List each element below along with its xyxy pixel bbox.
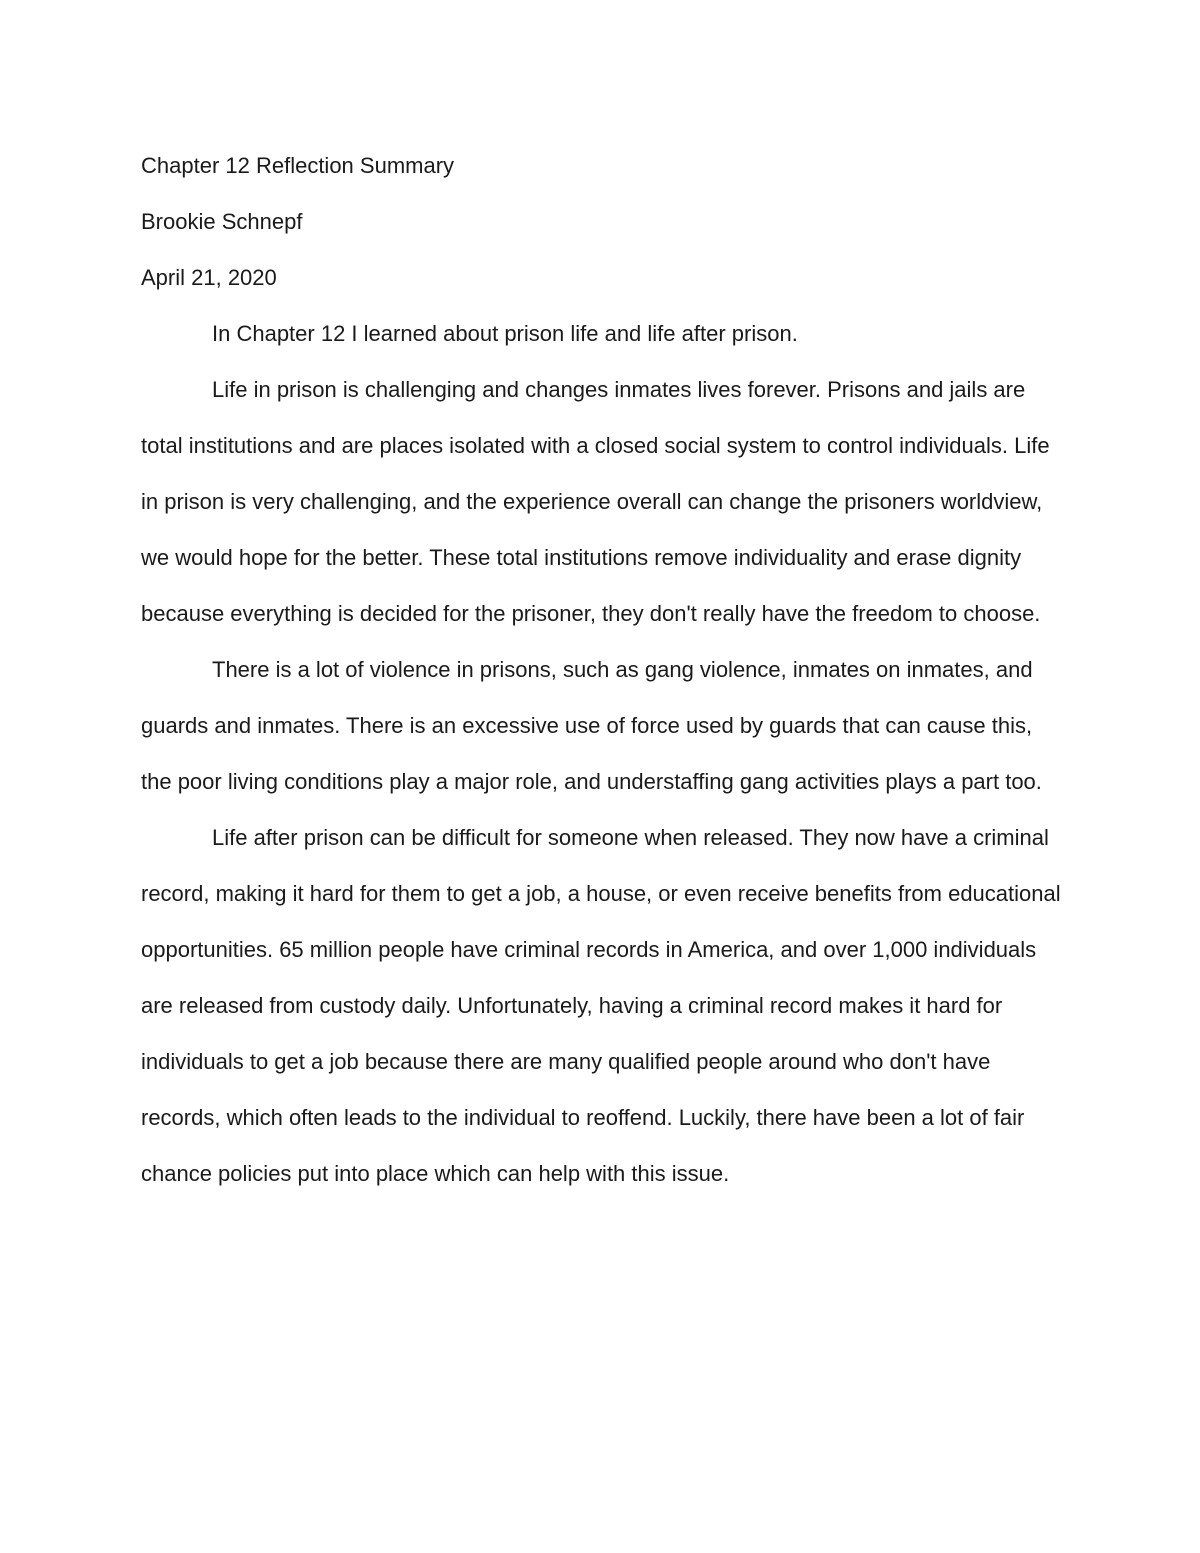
paragraph-prison-life: Life in prison is challenging and changes inmates lives forever. Prisons and jails are total institutions and are places isolated with a closed social system to control individuals. Life in prison is very challenging, and the experience overall can change the prisoners worldview, we would hope for the better. These total institutions remove individuality and erase dignity because everything is decided for the prisoner, they don't really have the freedom to choose. [141, 377, 1050, 626]
document-body [141, 138, 1061, 1202]
paragraph-prison-violence: There is a lot of violence in prisons, such as gang violence, inmates on inmates, and guards and inmates. There is an excessive use of force used by guards that can cause this, the poor living conditions play a major role, and understaffing gang activities plays a part too. [141, 657, 1042, 794]
paragraph-intro: In Chapter 12 I learned about prison life and life after prison. [212, 321, 798, 346]
document-date: April 21, 2020 [141, 265, 277, 290]
paragraph-life-after-prison: Life after prison can be difficult for someone when released. They now have a criminal record, making it hard for them to get a job, a house, or even receive benefits from educational opportunities. 65 million people have criminal records in America, and over 1,000 individuals are released from custody daily. Unfortunately, having a criminal record makes it hard for individuals to get a job because there are many qualified people around who don't have records, which often leads to the individual to reoffend. Luckily, there have been a lot of fair chance policies put into place which can help with this issue. [141, 825, 1061, 1186]
author-name: Brookie Schnepf [141, 209, 303, 234]
document-title: Chapter 12 Reflection Summary [141, 153, 455, 178]
